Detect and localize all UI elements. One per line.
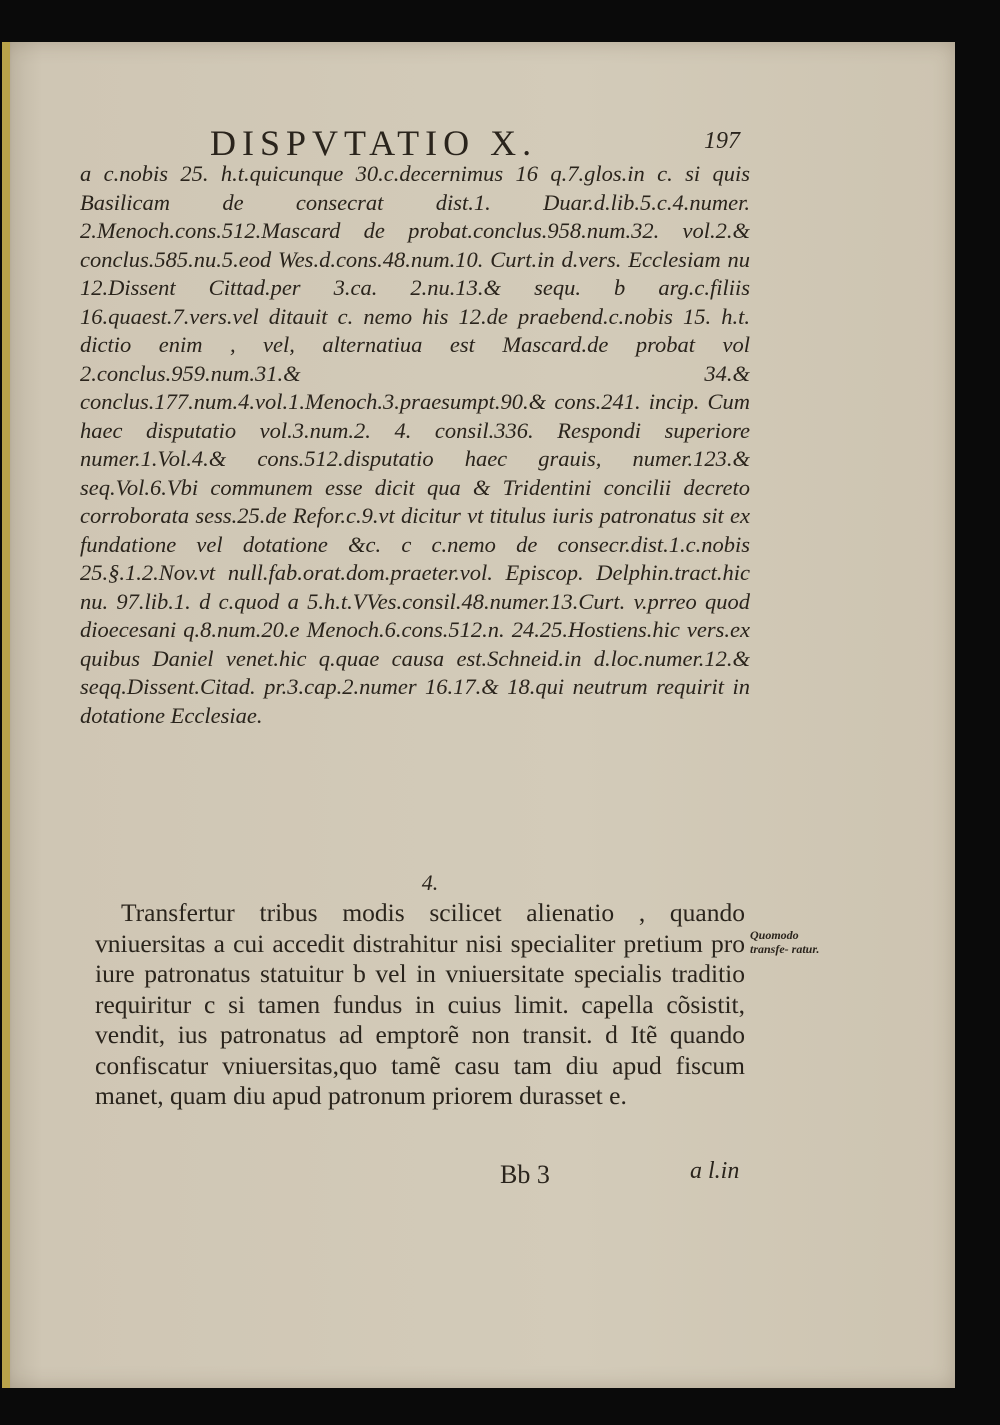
footnote-paragraph: a c.nobis 25. h.t.quicunque 30.c.decernimus 16 q.7.glos.in c. si quis Basilicam de consecrat dist.1. Duar.d.lib.5.c.4.numer. 2.Menoch.cons.512.Mascard de probat.conclus.958.num.32. vol.2.& conclus.585.nu.5.eod Wes.d.cons.48.num.10. Curt.in d.vers. Ecclesiam nu 12.Dissent Cittad.per 3.ca. 2.nu.13.& sequ. b arg.c.filiis 16.quaest.7.vers.vel ditauit c. nemo his 12.de praebend.c.nobis 15. h.t. dictio enim , vel, alternatiua est Mascard.de probat vol 2.conclus.959.num.31.& 34.& conclus.177.num.4.vol.1.Menoch.3.praesumpt.90.& cons.241. incip. Cum haec disputatio vol.3.num.2. 4. consil.336. Respondi superiore numer.1.Vol.4.& cons.512.disputatio haec grauis, numer.123.& seq.Vol.6.Vbi communem esse dicit qua & Tridentini concilii decreto corroborata sess.25.de Refor.c.9.vt dicitur vt titulus iuris patronatus sit ex fundatione vel dotatione &c. c c.nemo de consecr.dist.1.c.nobis 25.§.1.2.Nov.vt null.fab.orat.dom.praeter.vol. Episcop. Delphin.tract.hic nu. 97.lib.1. d c.quod a 5.h.t.VVes.consil.48.numer.13.Curt. v.prreo quod dioecesani q.8.num.20.e Menoch.6.cons.512.n. 24.25.Hostiens.hic vers.ex quibus Daniel venet.hic q.quae causa est.Schneid.in d.loc.numer.12.& seqq.Dissent.Citad. pr.3.cap.2.numer 16.17.& 18.qui neutrum requirit in dotatione Ecclesiae.: [80, 161, 750, 728]
folio-number: 197: [704, 128, 740, 154]
catchword: a l.in: [690, 1158, 740, 1184]
section-number: 4.: [421, 870, 439, 895]
signature-mark: Bb 3: [500, 1160, 550, 1189]
running-title: DISPVTATIO X.: [210, 123, 538, 163]
marginal-note: Quomodo transfe- ratur.: [750, 928, 820, 956]
main-text: [95, 898, 745, 1112]
binding-edge: [2, 42, 10, 1388]
footnotes-block: [80, 160, 750, 730]
body-paragraph: Transfertur tribus modis scilicet alienatio , quando vniuersitas a cui accedit distrahitur nisi specialiter pretium pro iure patronatus statuitur b vel in vniuersitate specialis traditio requiritur c si tamen fundus in cuius limit. capella cõsistit, vendit, ius patronatus ad emptorẽ non transit. d Itẽ quando confiscatur vniuersitas,quo tamẽ casu tam diu apud fiscum manet, quam diu apud patronum priorem durasset e.: [95, 898, 745, 1110]
